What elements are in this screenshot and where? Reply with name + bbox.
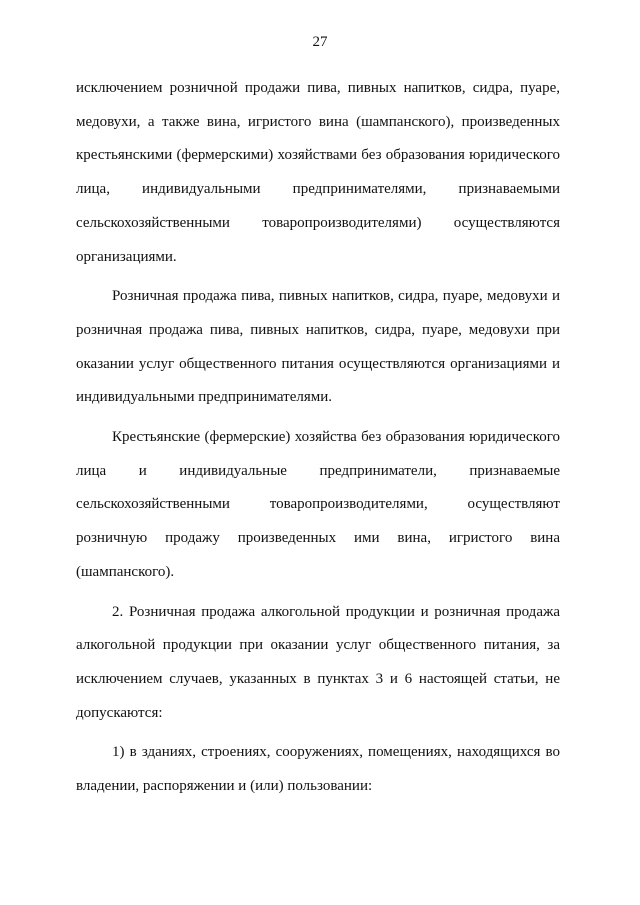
text-line: допускаются: — [76, 704, 163, 721]
paragraph-3 — [76, 421, 560, 590]
text-line: Крестьянские (фермерские) хозяйства без образования юридического — [112, 429, 560, 446]
paragraph-5 — [76, 736, 560, 803]
text-line: лица и индивидуальные предприниматели, признаваемые — [76, 462, 560, 479]
text-line: 2. Розничная продажа алкогольной продукции и розничная продажа — [112, 603, 560, 620]
text-line: сельскохозяйственными товаропроизводителями) осуществляются — [76, 214, 560, 231]
text-line: алкогольной продукции при оказании услуг общественного питания, за — [76, 637, 560, 654]
text-line: розничная продажа пива, пивных напитков, сидра, пуаре, медовухи при — [76, 321, 560, 338]
document-body — [76, 72, 560, 804]
paragraph-4 — [76, 596, 560, 731]
text-line: оказании услуг общественного питания осуществляются организациями и — [76, 355, 560, 372]
text-line: лица, индивидуальными предпринимателями, признаваемыми — [76, 181, 560, 198]
text-line: владении, распоряжении и (или) пользовании: — [76, 778, 373, 795]
paragraph-1 — [76, 72, 560, 274]
text-line: исключением случаев, указанных в пунктах 3 и 6 настоящей статьи, не — [76, 670, 560, 687]
text-line: крестьянскими (фермерскими) хозяйствами без образования юридического — [76, 147, 560, 164]
text-line: индивидуальными предпринимателями. — [76, 389, 333, 406]
text-line: исключением розничной продажи пива, пивных напитков, сидра, пуаре, — [76, 80, 560, 96]
text-line: сельскохозяйственными товаропроизводителями, осуществляют — [76, 496, 560, 513]
text-line: организациями. — [76, 248, 177, 265]
text-line: Розничная продажа пива, пивных напитков, сидра, пуаре, медовухи и — [112, 288, 560, 305]
text-line: розничную продажу произведенных ими вина, игристого вина — [76, 530, 560, 547]
paragraph-2 — [76, 280, 560, 415]
text-line: медовухи, а также вина, игристого вина (шампанского), произведенных — [76, 113, 560, 130]
text-line: (шампанского). — [76, 563, 175, 580]
text-line: 1) в зданиях, строениях, сооружениях, помещениях, находящихся во — [112, 744, 560, 761]
page-number: 27 — [312, 34, 328, 50]
